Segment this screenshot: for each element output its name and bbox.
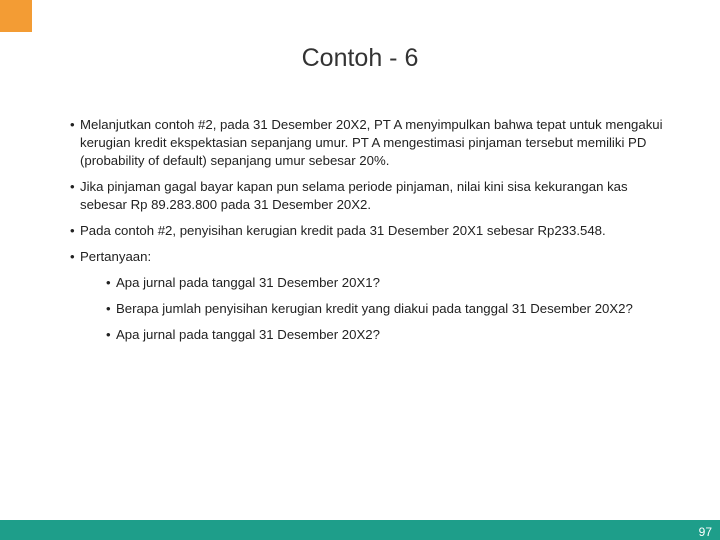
slide-title: Contoh - 6 [301, 44, 419, 72]
corner-accent [0, 0, 32, 32]
footer-bar [0, 520, 720, 540]
bullet-item: • Pertanyaan: [70, 248, 670, 266]
bullet-item: • Melanjutkan contoh #2, pada 31 Desember 20X2, PT A menyimpulkan bahwa tepat untuk mengakui kerugian kredit ekspektasian sepanjang umur. PT A mengestimasi pinjaman tersebut memiliki PD (probability of default) sepanjang umur sebesar 20%. [70, 116, 670, 170]
sub-bullet-item: • Apa jurnal pada tanggal 31 Desember 20X2? [106, 326, 670, 344]
sub-bullet-item: • Apa jurnal pada tanggal 31 Desember 20X1? [106, 274, 670, 292]
slide-content [70, 116, 670, 352]
page-number: 97 [698, 525, 712, 539]
sub-bullet-item: • Berapa jumlah penyisihan kerugian kredit yang diakui pada tanggal 31 Desember 20X2? [106, 300, 670, 318]
bullet-item: • Jika pinjaman gagal bayar kapan pun selama periode pinjaman, nilai kini sisa kekurangan kas sebesar Rp 89.283.800 pada 31 Desember 20X2. [70, 178, 670, 214]
bullet-item: • Pada contoh #2, penyisihan kerugian kredit pada 31 Desember 20X1 sebesar Rp233.548. [70, 222, 670, 240]
